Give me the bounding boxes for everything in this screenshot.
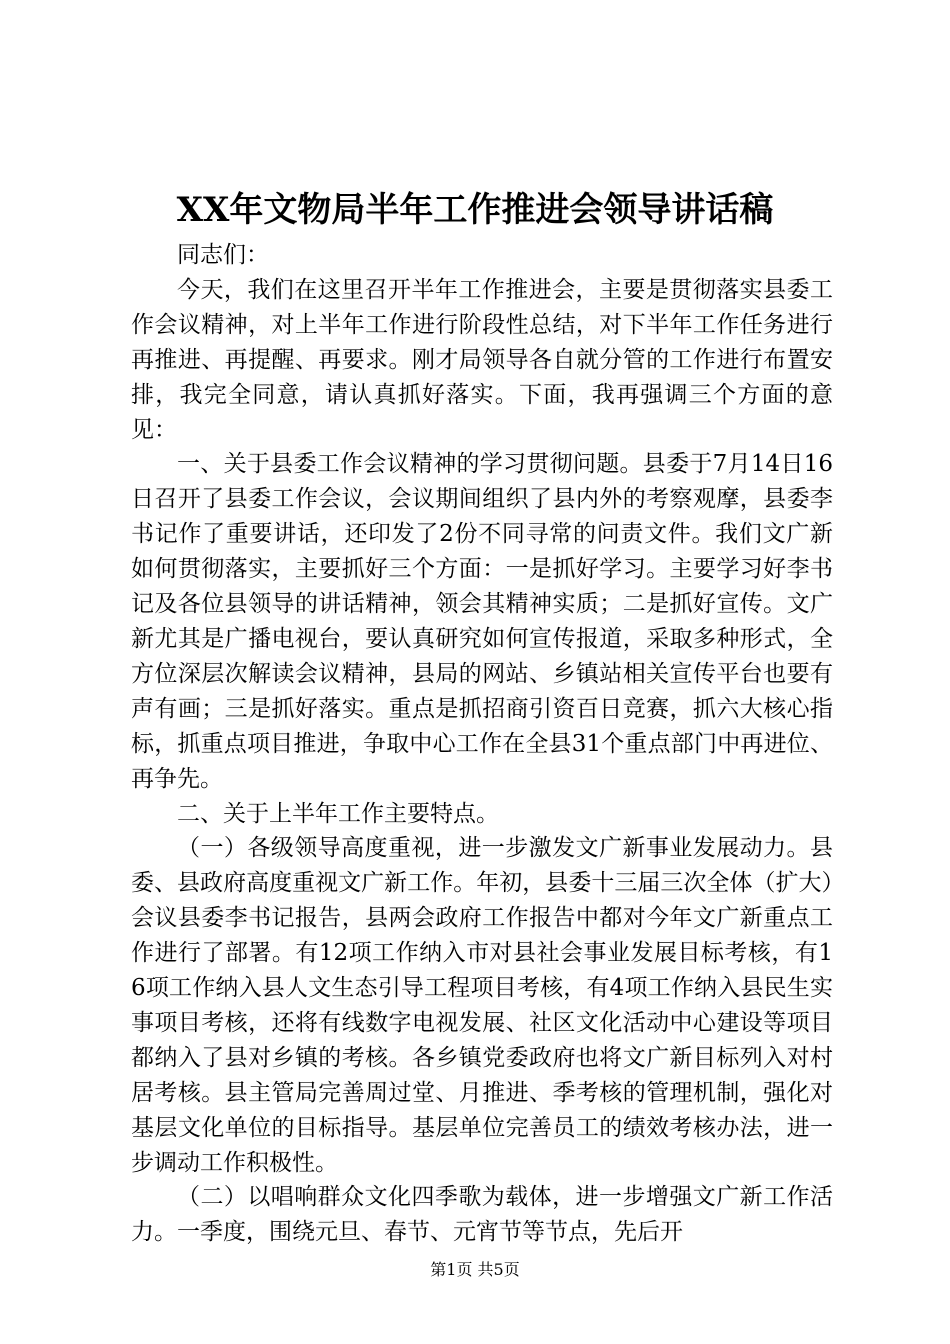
subsection-one-paragraph: （一）各级领导高度重视，进一步激发文广新事业发展动力。县委、县政府高度重视文广新工作。年初，县委十三届三次全体（扩大）会议县委李书记报告，县两会政府工作报告中都对今年文广新重点工作进行了部署。有12项工作纳入市对县社会事业发展目标考核，有16项工作纳入县人文生态引导工程项目考核，有4项工作纳入县民生实事项目考核，还将有线数字电视发展、社区文化活动中心建设等项目都纳入了县对乡镇的考核。各乡镇党委政府也将文广新目标列入对村居考核。县主管局完善周过堂、月推进、季考核的管理机制，强化对基层文化单位的目标指导。基层单位完善员工的绩效考核办法，进一步调动工作积极性。 bbox=[131, 835, 833, 1176]
section-one-paragraph: 一、关于县委工作会议精神的学习贯彻问题。县委于7月14日16日召开了县委工作会议，会议期间组织了县内外的考察观摩，县委李书记作了重要讲话，还印发了2份不同寻常的问责文件。我们文广新如何贯彻落实，主要抓好三个方面：一是抓好学习。主要学习好李书记及各位县领导的讲话精神，领会其精神实质；二是抓好宣传。文广新尤其是广播电视台，要认真研究如何宣传报道，采取多种形式，全方位深层次解读会议精神，县局的网站、乡镇站相关宣传平台也要有声有画；三是抓好落实。重点是抓招商引资百日竞赛，抓六大核心指标，抓重点项目推进，争取中心工作在全县31个重点部门中再进位、再争先。 bbox=[131, 451, 833, 792]
section-two-heading: 二、关于上半年工作主要特点。 bbox=[177, 800, 499, 827]
document-title: XX年文物局半年工作推进会领导讲话稿 bbox=[176, 190, 774, 230]
page-number-footer: 第1页 共5页 bbox=[430, 1260, 520, 1279]
document-body bbox=[131, 238, 833, 1250]
subsection-two-paragraph: （二）以唱响群众文化四季歌为载体，进一步增强文广新工作活力。一季度，围绕元旦、春节、元宵节等节点，先后开 bbox=[131, 1184, 833, 1246]
intro-paragraph: 今天，我们在这里召开半年工作推进会，主要是贯彻落实县委工作会议精神，对上半年工作进行阶段性总结，对下半年工作任务进行再推进、再提醒、再要求。刚才局领导各自就分管的工作进行布置安排，我完全同意，请认真抓好落实。下面，我再强调三个方面的意见： bbox=[131, 276, 833, 443]
greeting-paragraph: 同志们： bbox=[177, 242, 269, 268]
